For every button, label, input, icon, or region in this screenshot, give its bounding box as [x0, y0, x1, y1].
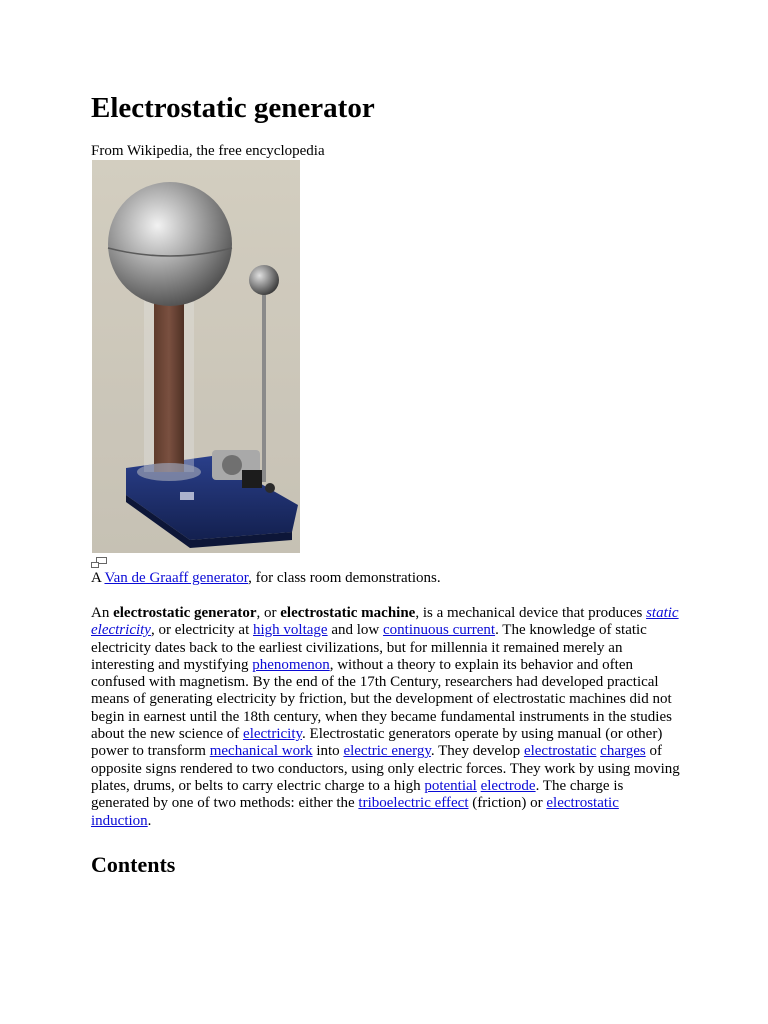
body-text: . Electrostatic generators operate by using manual (or other) power to transform — [91, 726, 663, 760]
link-electrode[interactable]: electrode — [480, 777, 536, 794]
body-text: (friction) or — [468, 795, 547, 812]
large-sphere — [108, 182, 232, 306]
body-text: . — [147, 812, 152, 829]
body-text: , or electricity at — [150, 622, 254, 639]
small-sphere — [249, 265, 279, 295]
link-potential[interactable]: potential — [424, 777, 477, 794]
page-title: Electrostatic generator — [91, 92, 375, 124]
link-electric-energy[interactable]: electric energy — [343, 743, 431, 760]
motor-pulley — [222, 455, 242, 475]
link-continuous-current[interactable]: continuous current — [383, 622, 496, 639]
link-phenomenon[interactable]: phenomenon — [252, 656, 330, 673]
body-text: An — [91, 605, 114, 621]
caption-text: A — [91, 570, 105, 586]
body-text: , or — [256, 605, 281, 621]
link-charges[interactable]: charges — [600, 743, 646, 760]
body-text: of opposite signs rendered to two conductors, using only electric forces. They work by using moving plates, drums, or belts to carry electric charge to a high — [91, 743, 680, 794]
link-mechanical-work[interactable]: mechanical work — [209, 743, 313, 760]
caption-link-van-de-graaff[interactable]: Van de Graaff generator — [104, 570, 249, 586]
link-electrostatic[interactable]: electrostatic — [523, 743, 597, 760]
link-triboelectric-effect[interactable]: triboelectric effect — [358, 795, 469, 812]
terminal-knob — [265, 483, 275, 493]
page-tagline: From Wikipedia, the free encyclopedia — [91, 143, 325, 159]
figure-caption — [91, 570, 441, 587]
link-electricity[interactable]: electricity — [243, 726, 303, 743]
discharge-rod — [262, 292, 266, 482]
bold-term: electrostatic generator — [113, 605, 257, 621]
body-text: , is a mechanical device that produces — [415, 605, 647, 621]
contents-heading: Contents — [91, 852, 176, 877]
enlarge-icon[interactable] — [91, 557, 107, 569]
switch-box — [242, 470, 262, 488]
column-collar — [137, 463, 201, 481]
body-text: into — [312, 743, 344, 760]
intro-paragraph — [91, 605, 681, 830]
body-text: . The charge is generated by one of two methods: either the — [91, 777, 624, 812]
link-electrostatic-induction[interactable]: electrostatic induction — [91, 795, 619, 829]
van-de-graaff-photo[interactable] — [92, 160, 300, 553]
link-static-electricity[interactable]: static electricity — [91, 605, 679, 639]
body-text: . They develop — [430, 743, 524, 760]
body-text: , without a theory to explain its behavior and often confused with magnetism. By the end of the 17th Century, researchers had developed practical means of generating electricity by friction, but the development of electrostatic machines did not begin in earnest until the 18th century, when they became fundamental instruments in the studies about the new science of — [91, 656, 672, 743]
bold-term: electrostatic machine — [280, 605, 416, 621]
link-high-voltage[interactable]: high voltage — [253, 622, 328, 639]
body-text: . The knowledge of static electricity dates back to the earliest civilizations, but for millennia it remained merely an interesting and mystifying — [91, 622, 647, 673]
body-text: and low — [327, 622, 384, 639]
base-label — [180, 492, 194, 500]
caption-text: , for class room demonstrations. — [248, 570, 441, 586]
